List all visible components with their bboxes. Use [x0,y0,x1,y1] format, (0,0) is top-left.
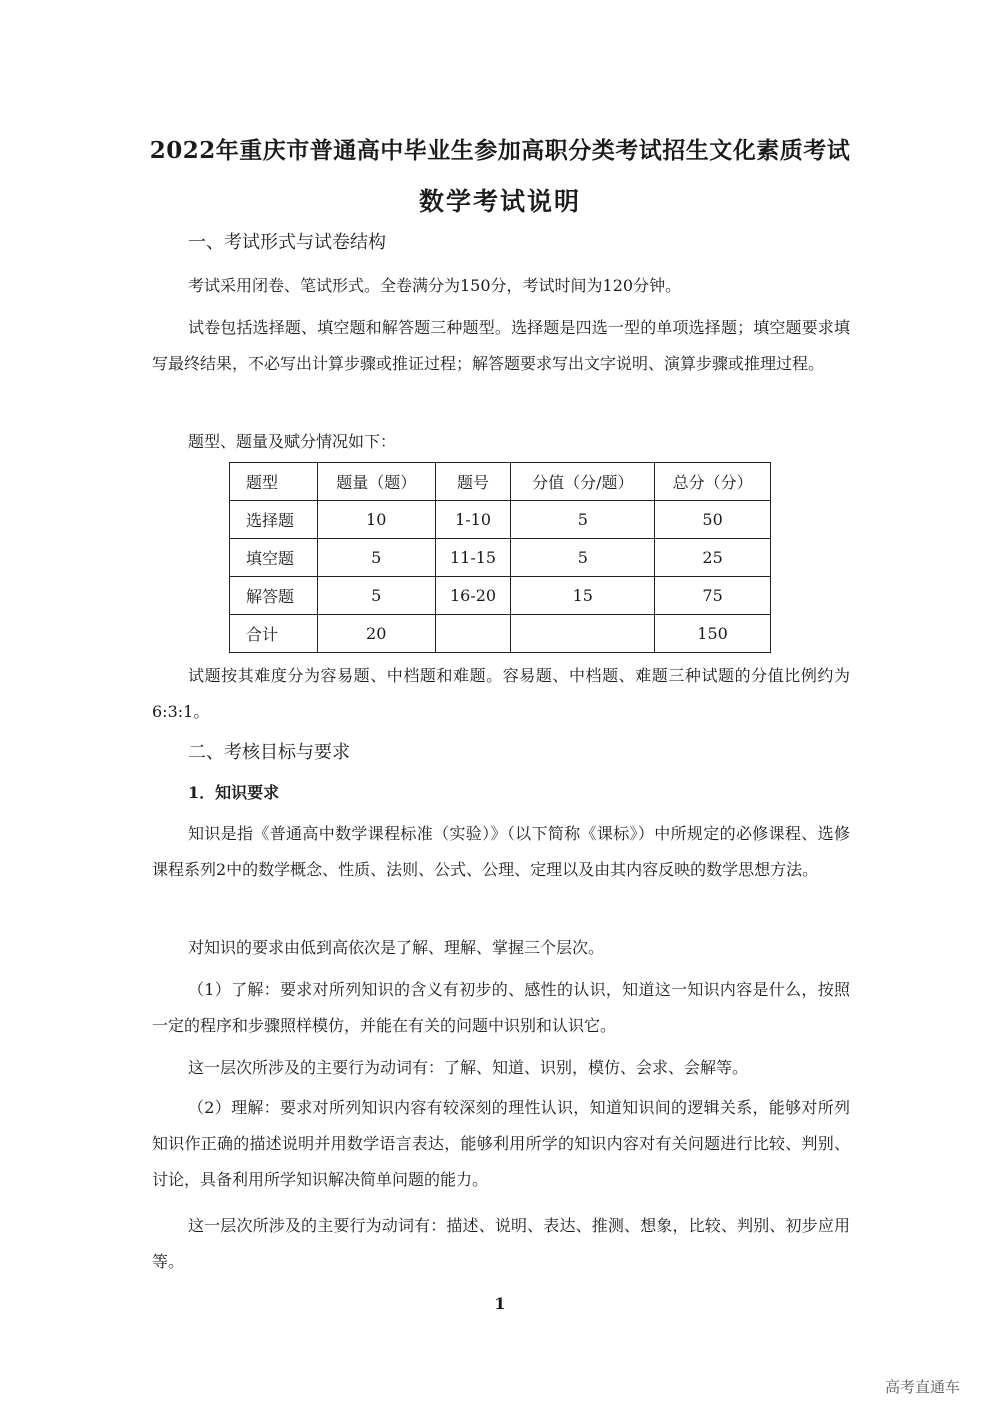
paragraph-level-comprehend: （2）理解：要求对所列知识内容有较深刻的理性认识，知道知识间的逻辑关系，能够对所列知识作正确的描述说明并用数学语言表达，能够利用所学的知识内容对有关问题进行比较、判别、讨论，具备利用所学知识解决简单问题的能力。 [152,1098,850,1189]
table-cell: 选择题 [230,501,318,539]
table-cell: 解答题 [230,577,318,615]
table-row [230,539,771,577]
subsection-heading-knowledge: 1．知识要求 [188,783,280,802]
paragraph-verbs-basic: 这一层次所涉及的主要行为动词有：了解、知道、识别，模仿、会求、会解等。 [188,1058,749,1077]
table-cell: 5 [511,501,655,539]
paragraph-knowledge-definition: 知识是指《普通高中数学课程标准（实验）》（以下简称《课标》）中所规定的必修课程、选修课程系列2中的数学概念、性质、法则、公式、公理、定理以及由其内容反映的数学思想方法。 [152,824,850,879]
table-cell: 20 [317,615,435,653]
table-cell: 填空题 [230,539,318,577]
page-number: 1 [494,1294,506,1313]
table-cell: 11-15 [435,539,511,577]
table-header-cell: 分值（分/题） [511,463,655,501]
section-heading-objectives: 二、考核目标与要求 [188,742,350,763]
table-header-cell: 总分（分） [655,463,771,501]
table-row [230,577,771,615]
table-header-row [230,463,771,501]
section-heading-exam-format: 一、考试形式与试卷结构 [188,232,386,253]
table-cell: 50 [655,501,771,539]
table-cell: 16-20 [435,577,511,615]
watermark-text: 高考直通车 [885,1378,961,1396]
document-title: 2022年重庆市普通高中毕业生参加高职分类考试招生文化素质考试 [149,137,851,164]
table-header-cell: 题量（题） [317,463,435,501]
paragraph-question-types: 试卷包括选择题、填空题和解答题三种题型。选择题是四选一型的单项选择题；填空题要求填写最终结果，不必写出计算步骤或推证过程；解答题要求写出文字说明、演算步骤或推理过程。 [152,318,850,373]
score-table [229,462,771,653]
table-cell: 75 [655,577,771,615]
table-header-cell: 题型 [230,463,318,501]
table-cell: 150 [655,615,771,653]
table-cell [511,615,655,653]
paragraph-verbs-comprehend: 这一层次所涉及的主要行为动词有：描述、说明、表达、推测、想象，比较、判别、初步应用等。 [152,1216,850,1271]
paragraph-difficulty: 试题按其难度分为容易题、中档题和难题。容易题、中档题、难题三种试题的分值比例约为6:3:1。 [152,666,850,721]
table-cell: 25 [655,539,771,577]
table-row [230,615,771,653]
table-cell: 1-10 [435,501,511,539]
table-cell: 10 [317,501,435,539]
paragraph-knowledge-levels: 对知识的要求由低到高依次是了解、理解、掌握三个层次。 [188,938,605,957]
table-row [230,501,771,539]
paragraph-exam-format: 考试采用闭卷、笔试形式。全卷满分为150分，考试时间为120分钟。 [188,276,682,295]
table-cell: 5 [317,577,435,615]
table-cell: 5 [511,539,655,577]
table-cell [435,615,511,653]
table-header-cell: 题号 [435,463,511,501]
table-cell: 5 [317,539,435,577]
paragraph-table-intro: 题型、题量及赋分情况如下： [188,432,397,451]
table-cell: 合计 [230,615,318,653]
document-subtitle: 数学考试说明 [418,187,581,216]
paragraph-level-understand-basic: （1）了解：要求对所列知识的含义有初步的、感性的认识，知道这一知识内容是什么，按照一定的程序和步骤照样模仿，并能在有关的问题中识别和认识它。 [152,980,850,1035]
table-cell: 15 [511,577,655,615]
